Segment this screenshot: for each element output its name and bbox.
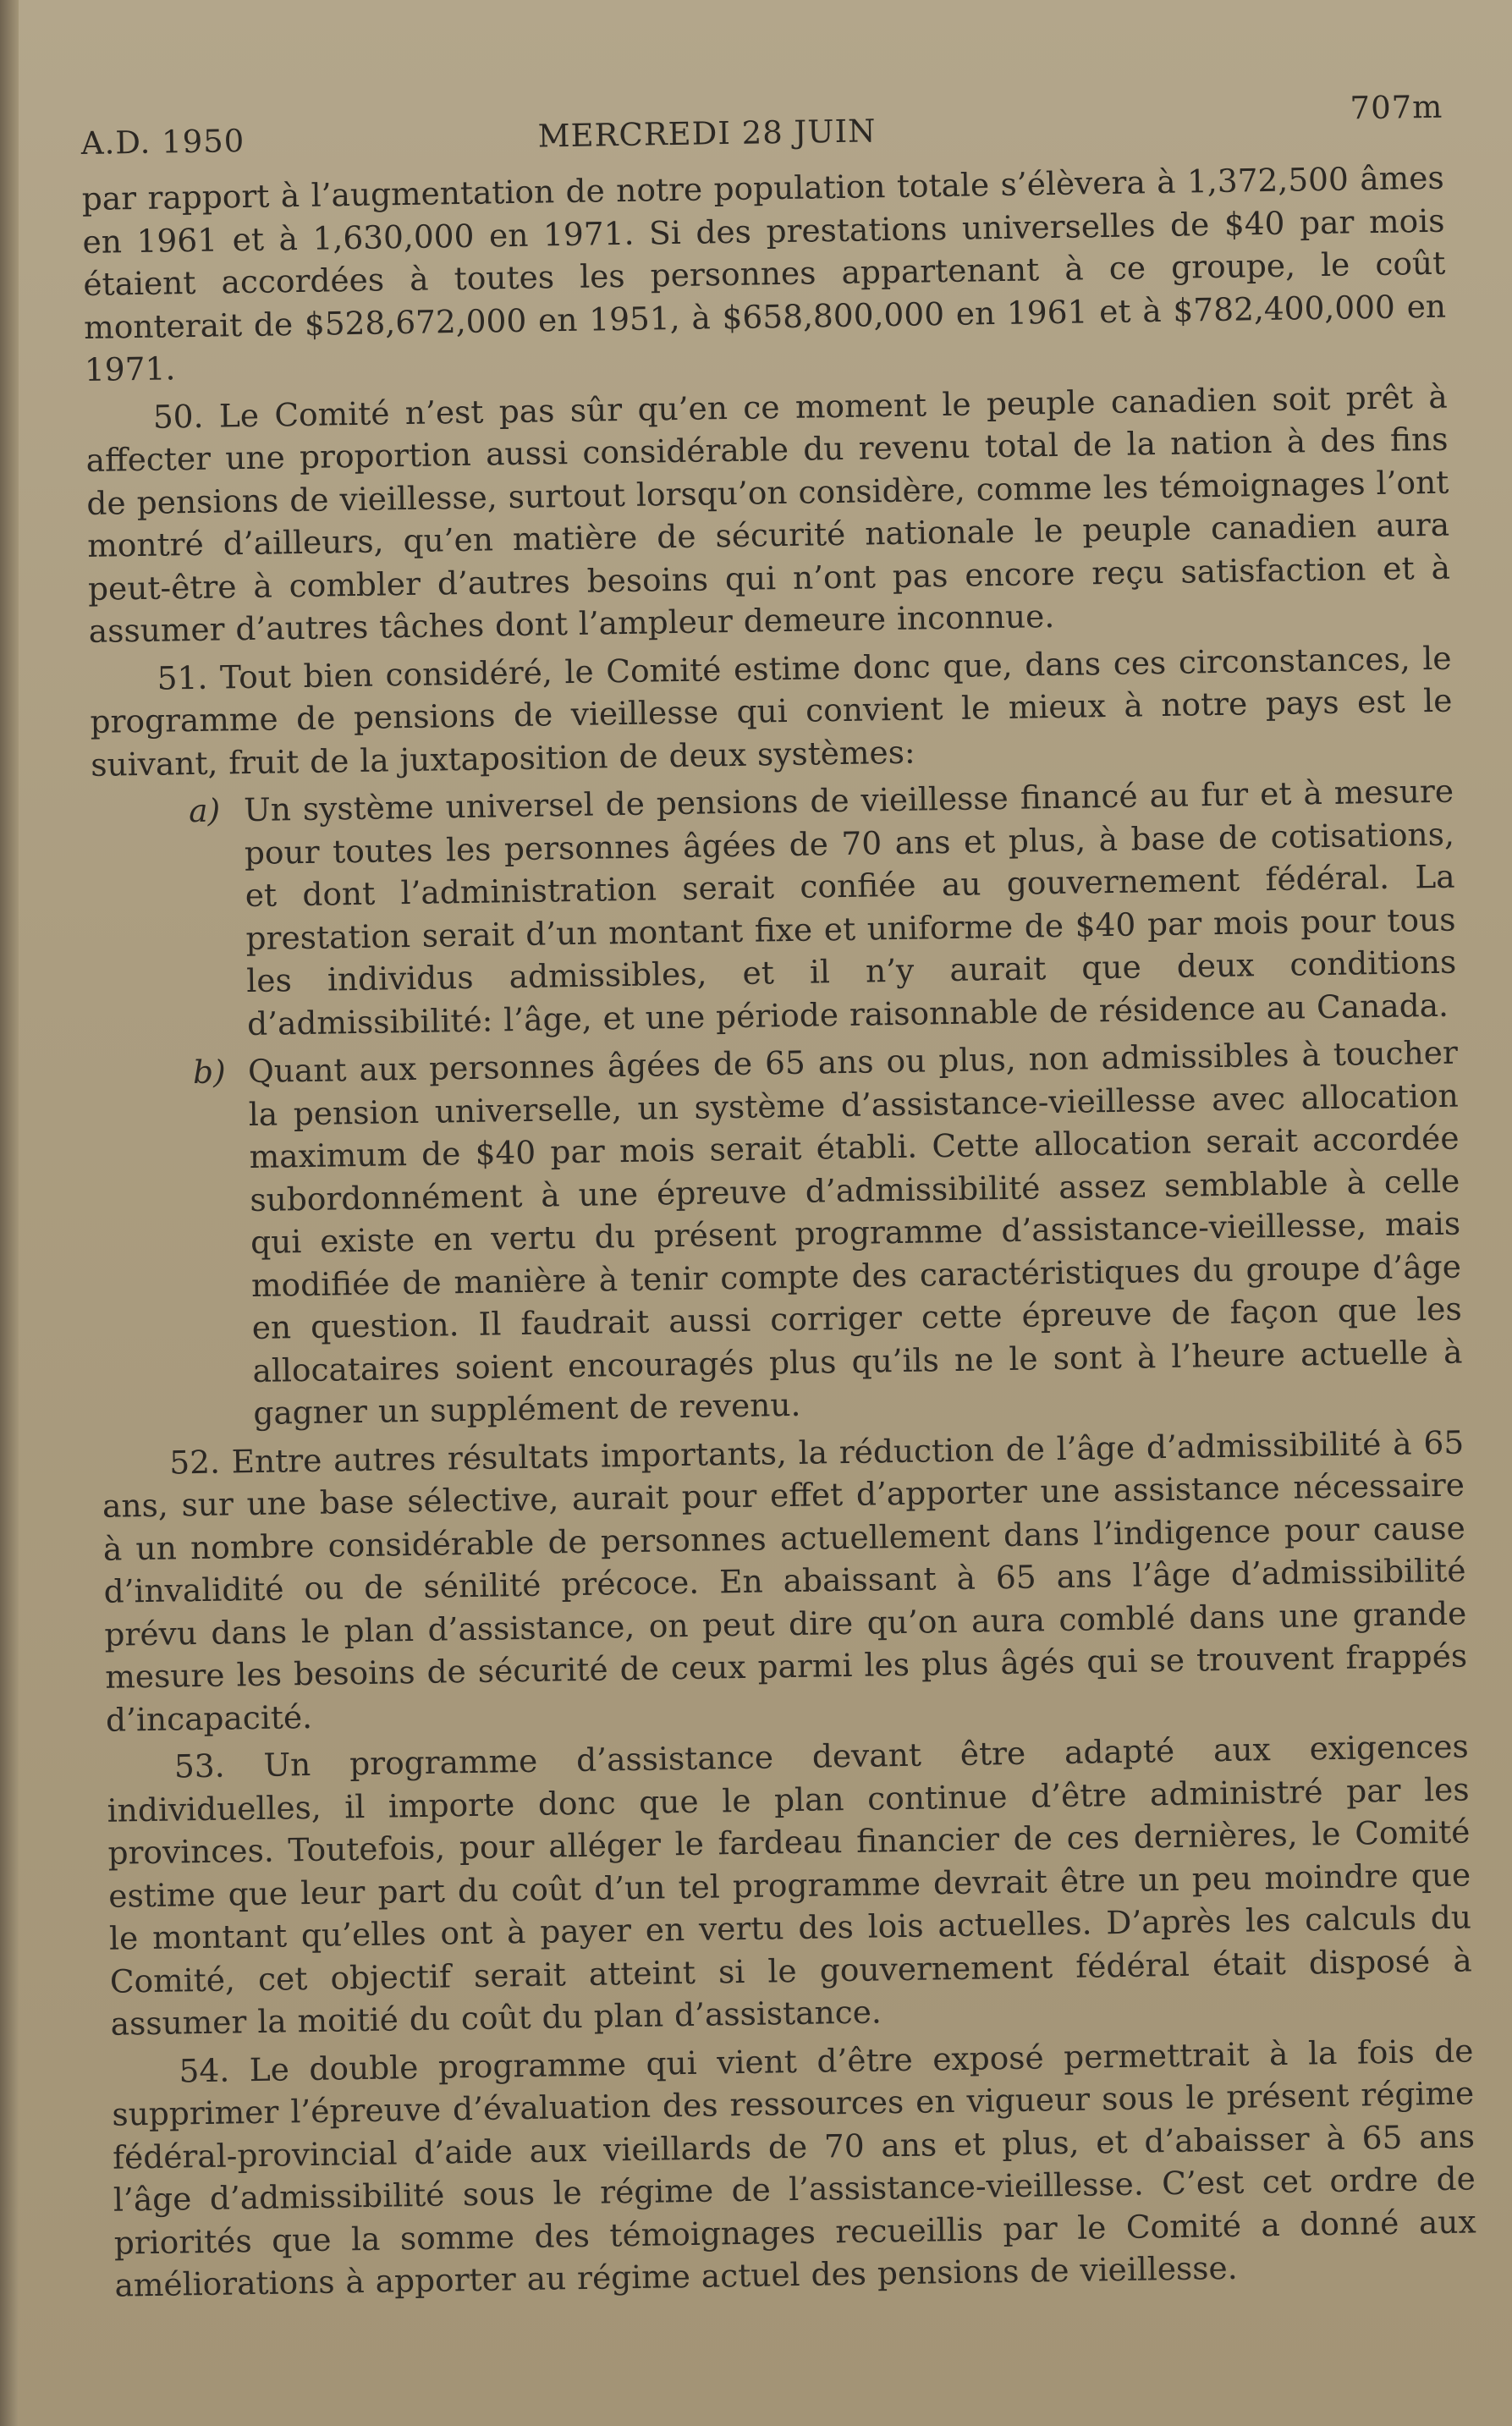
paragraph-53: 53. Un programme d’assistance devant être adapté aux exigences individuelles, il importe donc que le plan continue d’être administré par les provinces. Toutefois, pour alléger le fardeau financier de ces dernières, le Comité estime que leur part du coût d’un tel programme devrait être un peu moindre que le montant qu’elles ont à payer en vertu des lois actuelles. D’après les calculs du Comité, cet objectif serait atteint si le gouvernement fédéral était disposé à assumer la moitié du coût du plan d’assistance. — [107, 1727, 1473, 2043]
paragraph-52: 52. Entre autres résultats importants, la réduction de l’âge d’admissibilité à 65 ans, sur une base sélective, aurait pour effet d’apporter une assistance nécessaire à un nombre considérable de personnes actuellement dans l’indigence pour cause d’invalidité ou de sénilité précoce. En abaissant à 65 ans l’âge d’admissibilité prévu dans le plan d’assistance, on peut dire qu’on aura comblé dans une grande mesure les besoins de sécurité de ceux parmi les plus âgés qui se trouvent frappés d’incapacité. — [102, 1423, 1468, 1739]
body-text — [81, 157, 1476, 2307]
paragraph-54: 54. Le double programme qui vient d’être exposé permettrait à la fois de supprimer l’épreuve d’évaluation des ressources en vigueur sous le présent régime fédéral-provincial d’aide aux vieillards de 70 ans et plus, et d’abaisser à 65 ans l’âge d’admissibilité sous le régime de l’assistance-vieillesse. C’est cet ordre de priorités que la somme des témoignages recueillis par le Comité a donné aux améliorations à apporter au régime actuel des pensions de vieillesse. — [112, 2031, 1476, 2304]
list-item-b — [96, 1031, 1464, 1438]
binding-gutter — [0, 0, 19, 2426]
list-item-a — [91, 770, 1458, 1048]
header-date: MERCREDI 28 JUIN — [537, 113, 877, 155]
paragraph-51: 51. Tout bien considéré, le Comité estime donc que, dans ces circonstances, le programme de pensions de vieillesse qui convient le mieux à notre pays est le suivant, fruit de la juxtaposition de deux systèmes: — [90, 639, 1453, 784]
page-number: 707m — [1350, 88, 1443, 127]
list-item-b-text: Quant aux personnes âgées de 65 ans ou plus, non admissibles à toucher la pension universelle, un système d’assistance-vieillesse avec allocation maximum de $40 par mois serait établi. Cette allocation serait accordée subordonnément à une épreuve d’admissibilité assez semblable à celle qui existe en vertu du présent programme d’assistance-vieillesse, mais modifiée de manière à tenir compte des caractéristiques du groupe d’âge en question. Il faudrait aussi corriger cette épreuve de façon que les allocataires soient encouragés plus qu’ils ne le sont à l’heure actuelle à gagner un supplément de revenu. — [247, 1033, 1463, 1432]
paragraph-50: 50. Le Comité n’est pas sûr qu’en ce moment le peuple canadien soit prêt à affecter une proportion aussi considérable du revenu total de la nation à des fins de pensions de vieillesse, surtout lorsqu’on considère, comme les témoignages l’ont montré d’ailleurs, qu’en matière de sécurité nationale le peuple canadien aura peut-être à combler d’autres besoins qui n’ont pas encore reçu satisfaction et à assumer d’autres tâches dont l’ampleur demeure inconnue. — [85, 377, 1451, 650]
list-marker-b: b) — [192, 1053, 227, 1092]
list-marker-a: a) — [188, 791, 221, 830]
document-body — [80, 80, 1477, 2312]
paragraph-continued: par rapport à l’augmentation de notre population totale s’élèvera à 1,372,500 âmes en 1961 et à 1,630,000 en 1971. Si des prestations universelles de $40 par mois étaient accordées à toutes les personnes appartenant à ce groupe, le coût monterait de $528,672,000 en 1951, à $658,800,000 en 1961 et à $782,400,000 en 1971. — [81, 158, 1447, 388]
header-year: A.D. 1950 — [80, 122, 245, 162]
list-item-a-text: Un système universel de pensions de vieillesse financé au fur et à mesure pour toutes les personnes âgées de 70 ans et plus, à base de cotisations, et dont l’administration serait confiée au gouvernement fédéral. La prestation serait d’un montant fixe et uniforme de $40 par mois pour tous les individus admissibles, et il n’y aurait que deux conditions d’admissibilité: l’âge, et une période raisonnable de résidence au Canada. — [243, 772, 1457, 1042]
